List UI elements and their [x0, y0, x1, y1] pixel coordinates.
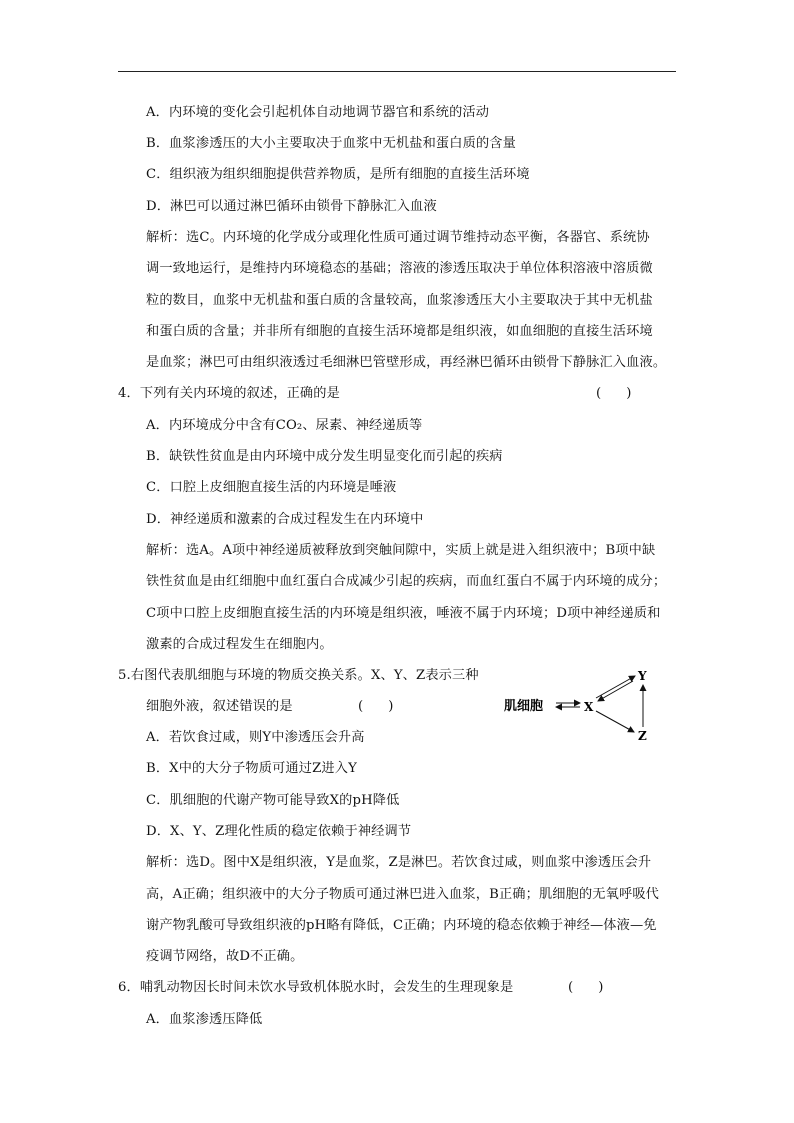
q4-stem: 4．下列有关内环境的叙述，正确的是 [118, 386, 340, 401]
exchange-diagram [504, 664, 674, 744]
q6-stem: 6．哺乳动物因长时间未饮水导致机体脱水时，会发生的生理现象是 [118, 980, 514, 995]
q5-analysis-line: 谢产物乳酸可导致组织液的pH略有降低，C正确；内环境的稳态依赖于神经—体液—免 [146, 918, 657, 933]
q4-answer-blank: ( ) [596, 386, 632, 401]
q5-option-d: D．X、Y、Z理化性质的稳定依赖于神经调节 [146, 824, 412, 839]
q6-answer-blank: ( ) [568, 980, 604, 995]
q4-option-a: A．内环境成分中含有CO₂、尿素、神经递质等 [146, 418, 423, 433]
q5-option-c: C．肌细胞的代谢产物可能导致X的pH降低 [146, 793, 400, 808]
header-rule [118, 71, 676, 72]
q3-option-b: B．血浆渗透压的大小主要取决于血浆中无机盐和蛋白质的含量 [146, 136, 516, 151]
q3-option-d: D．淋巴可以通过淋巴循环由锁骨下静脉汇入血液 [146, 199, 437, 214]
q5-stem-cont: 细胞外液，叙述错误的是 [146, 699, 293, 714]
diagram-label-y: Y [638, 669, 647, 683]
q3-analysis-line: 是血浆；淋巴可由组织液透过毛细淋巴管壁形成，再经淋巴循环由锁骨下静脉汇入血液。 [146, 355, 667, 370]
q3-analysis-line: 调一致地运行，是维持内环境稳态的基础；溶液的渗透压取决于单位体积溶液中溶质微 [146, 261, 653, 276]
q3-analysis-line: 粒的数目，血浆中无机盐和蛋白质的含量较高，血浆渗透压大小主要取决于其中无机盐 [146, 293, 653, 308]
q5-option-b: B．X中的大分子物质可通过Z进入Y [146, 761, 357, 776]
q4-option-b: B．缺铁性贫血是由内环境中成分发生明显变化而引起的疾病 [146, 449, 503, 464]
arrow-x-to-z [596, 711, 634, 732]
q5-option-a: A．若饮食过咸，则Y中渗透压会升高 [146, 730, 365, 745]
q4-option-d: D．神经递质和激素的合成过程发生在内环境中 [146, 512, 424, 527]
q5-analysis-line: 解析：选D。图中X是组织液，Y是血浆，Z是淋巴。若饮食过咸，则血浆中渗透压会升 [146, 855, 652, 870]
diagram-label-x: X [584, 700, 594, 714]
diagram-label-cell: 肌细胞 [504, 699, 544, 714]
arrow-x-to-y [596, 676, 635, 698]
arrow-y-to-x [598, 681, 633, 701]
q3-analysis-line: 和蛋白质的含量；并非所有细胞的直接生活环境都是组织液，如血细胞的直接生活环境 [146, 324, 653, 339]
q3-analysis-line: 解析：选C。内环境的化学成分或理化性质可通过调节维持动态平衡，各器官、系统协 [146, 230, 650, 245]
q6-option-a: A．血浆渗透压降低 [146, 1012, 263, 1027]
q5-analysis-line: 疫调节网络，故D不正确。 [146, 949, 304, 964]
q4-analysis-line: C项中口腔上皮细胞直接生活的内环境是组织液，唾液不属于内环境；D项中神经递质和 [146, 606, 661, 621]
q4-analysis-line: 解析：选A。A项中神经递质被释放到突触间隙中，实质上就是进入组织液中；B项中缺 [146, 543, 656, 558]
q5-analysis-line: 高，A正确；组织液中的大分子物质可通过淋巴进入血浆，B正确；肌细胞的无氧呼吸代 [146, 887, 659, 902]
q3-option-a: A．内环境的变化会引起机体自动地调节器官和系统的活动 [146, 105, 490, 120]
q3-option-c: C．组织液为组织细胞提供营养物质，是所有细胞的直接生活环境 [146, 167, 530, 182]
q5-stem: 5.右图代表肌细胞与环境的物质交换关系。X、Y、Z表示三种 [118, 668, 479, 683]
q4-option-c: C．口腔上皮细胞直接生活的内环境是唾液 [146, 480, 397, 495]
q5-answer-blank: ( ) [358, 699, 394, 714]
q4-analysis-line: 铁性贫血是由红细胞中血红蛋白合成减少引起的疾病，而血红蛋白不属于内环境的成分； [146, 574, 667, 589]
diagram-label-z: Z [638, 729, 647, 743]
q4-analysis-line: 激素的合成过程发生在细胞内。 [146, 637, 333, 652]
